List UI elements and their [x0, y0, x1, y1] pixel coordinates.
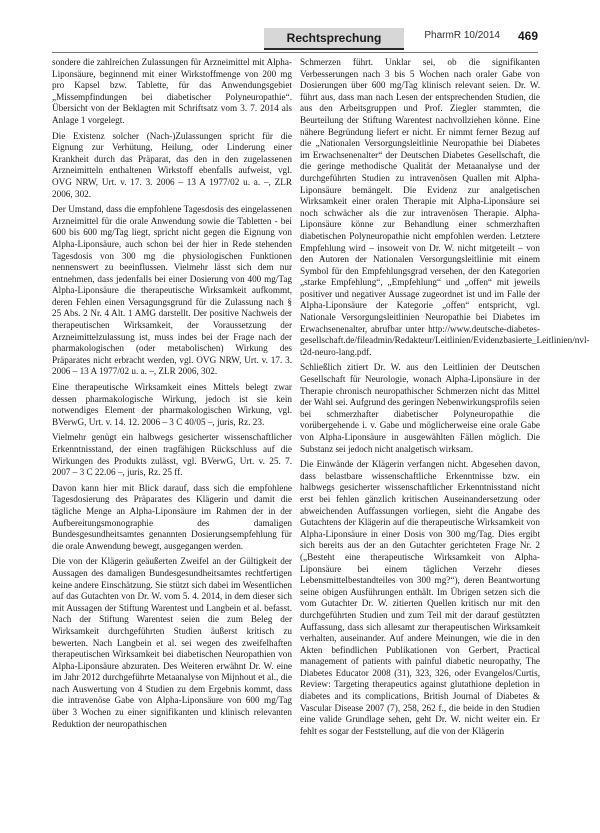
paragraph: Davon kann hier mit Blick darauf, dass sich die empfohlene Tagesdosierung des Präparates des Klägerin und damit die tägliche Menge an Alpha-Liponsäure im Rahmen der in der Aufbereitungsmonographie des damaligen Bundesgesundheitsamtes genannten Dosierungsempfehlung für die orale Anwendung bewegt, ausgegangen werden. [52, 482, 292, 551]
paragraph: Vielmehr genügt ein halbwegs gesicherter wissenschaftlicher Erkenntnisstand, der einen tragfähigen Rückschluss auf die Wirkungen des Produkts zulässt, vgl. BVerwG, Urt. v. 25. 7. 2007 – 3 C 22.06 –, juris, Rz. 25 ff. [52, 432, 292, 478]
journal-issue: PharmR 10/2014 [424, 30, 500, 41]
paragraph: Schmerzen führt. Unklar sei, ob die signifikanten Verbesserungen nach 3 bis 5 Wochen nach oraler Gabe von Dosierungen über 600 mg/Tag klinisch relevant seien. Dr. W. führt aus, dass man nach Lesen der entsprechenden Studien, die aus den Arbeitsgruppen und Prof. Ziegler stammten, die Beurteilung der Stiftung Warentest nachvollziehen könne. Eine nähere Begründung liefert er nicht. Er nimmt ferner Bezug auf die „Nationalen Versorgungsleitlinie Neuropathie bei Diabetes im Erwachsenenalter“ der Deutschen Diabetes Gesellschaft, die die geringe methodische Qualität der Metaanalyse und der durchgeführten Studien zu intravenösen Quallen mit Alpha-Liponsäure bemängelt. Die Evidenz zur analgetischen Wirksamkeit einer oralen Therapie mit Alpha-Liponsäure sei noch schwächer als die zur intravenösen Therapie. Alpha-Liponsäure könne zur Behandlung einer schmerzhaften diabetischen Polyneuropathie nicht empfohlen werden. Letztere Empfehlung wird – insoweit von Dr. W. nicht mitgeteilt – von den Autoren der Nationalen Versorgungsleitlinie mit einem Symbol für den Empfehlungsgrad versehen, der den Kategorien „starke Empfehlung“, „Empfehlung“ und „offen“ mit jeweils positiver und negativer Aussage zugeordnet ist und im Falle der Alpha-Liponsäure der Kategorie „offen“ entspricht, vgl. Nationale Versorgungsleitlinien Neuropathie bei Diabetes im Erwachsenenalter, abrufbar unter http://www.deutsche-diabetes-gesellschaft.de/fileadmin/Redakteur/Leitlinien/Evidenzbasierte_Leitlinien/nvl-t2d-neuro-lang.pdf. [300, 57, 590, 357]
paragraph: Schließlich zitiert Dr. W. aus den Leitlinien der Deutschen Gesellschaft für Neurologie, wonach Alpha-Liponsäure in der Therapie chronisch neuropathischer Schmerzen nicht das Mittel der Wahl sei. Aufgrund des geringen Nebenwirkungsprofils seien bei schmerzhafter diabetischer Polyneuropathie die vorübergehende i. v. Gabe und möglicherweise eine orale Gabe von Alpha-Liponsäure in ausgewählten Fällen möglich. Die Substanz sei jedoch nicht analgetisch wirksam. [300, 362, 540, 454]
paragraph: Die von der Klägerin geäußerten Zweifel an der Gültigkeit der Aussagen des damaligen Bundesgesundheitsamtes rechtfertigen keine andere Einschätzung. Sie stützt sich dabei im Wesentlichen auf das Gutachten von Dr. W. vom 5. 4. 2014, in dem dieser sich mit Aussagen der Stiftung Warentest und Langbein et al. befasst. Nach der Stiftung Warentest seien die zum Beleg der Wirksamkeit durchgeführten Studien äußerst kritisch zu bewerten. Nach Langbein et al. sei wegen des zweifelhaften therapeutischen Wirksamkeit bei diabetischen Neuropathien von Alpha-Liponsäure abzuraten. Des Weiteren erwähnt Dr. W. eine im Jahr 2012 durchgeführte Metaanalyse von Mijnhout et al., die nach Auswertung von 4 Studien zu dem Ergebnis kommt, dass die intravenöse Gabe von Alpha-Liponsäure von 600 mg/Tag über 3 Wochen zu einer signifikanten und klinisch relevanten Reduktion der neuropathischen [52, 556, 292, 729]
paragraph: Die Existenz solcher (Nach-)Zulassungen spricht für die Eignung zur Verhütung, Heilung, oder Linderung einer Krankheit durch das Präparat, das den in den zugelassenen Arzneimitteln enthaltenen Wirkstoff ebenfalls aufweist, vgl. OVG NRW, Urt. v. 17. 3. 2006 – 13 A 1977/02 u. a. –, ZLR 2006, 302. [52, 130, 292, 199]
paragraph: sondere die zahlreichen Zulassungen für Arzneimittel mit Alpha-Liponsäure, beginnend mit einer Wirkstoffmenge von 200 mg pro Kapsel bzw. Tablette, für das Anwendungsgebiet „Missempfindungen bei diabetischer Polyneuropathie“. Übersicht von der Beklagten mit Schriftsatz vom 3. 7. 2014 als Anlage 1 vorgelegt. [52, 57, 292, 125]
paragraph: Die Einwände der Klägerin verfangen nicht. Abgesehen davon, dass belastbare wissenschaftliche Erkenntnisse bzw. ein halbwegs gesicherter wissenschaftlicher Erkenntnisstand nicht erst bei fehlen gänzlich kritischen Auseinandersetzung oder abweichenden Auffassungen vorliegen, sieht die Angabe des Gutachtens der Klägerin auf die therapeutische Wirksamkeit von Alpha-Liponsäure in einer Dosis von 300 mg/Tag. Dies ergibt sich bereits aus der an den Gutachter gerichteten Frage Nr. 2 („Besteht eine therapeutische Wirksamkeit von Alpha-Liponsäure bei einem täglichen Verzehr dieses Lebensmittelbestandteiles von 300 mg?“), deren Beantwortung seine obigen Ausführungen enthält. Im Übrigen setzen sich die vom Gutachter Dr. W. zitierten Quellen kritisch nur mit den durchgeführten Studien und zum Teil mit der darauf gestützten Auffassung, dass sich allesamt zur therapeutischen Wirksamkeit verhalten, auseinander. Auf andere Meinungen, wie die in den Akten befindlichen Publikationen von Gerbert, Practical management of patients with painful diabetic neuropathy, The Diabetes Educator 2008 (31), 323, 326, oder Evangelos/Curtis, Review: Targeting therapeutics against glutathione depletion in diabetes and its complications, British Journal of Diabetes & Vascular Disease 2007 (7), 258, 262 f., die beide in den Studien eine valide Grundlage sehen, geht Dr. W. nicht weiter ein. Er fehlt es sogar der Feststellung, auf die von der Klägerin [300, 459, 540, 736]
left-column [52, 57, 292, 825]
section-title: Rechtsprechung [264, 28, 404, 50]
header-rule [52, 52, 538, 53]
paragraph: Eine therapeutische Wirksamkeit eines Mittels belegt zwar dessen pharmakologische Wirkung, jedoch ist sie kein notwendiges Element der pharmakologischen Wirkung, vgl. BVerwG, Urt. v. 14. 12. 2006 – 3 C 40/05 –, juris, Rz. 23. [52, 382, 292, 427]
page-number: 469 [517, 29, 538, 43]
right-column [300, 57, 590, 825]
paragraph: Der Umstand, dass die empfohlene Tagesdosis des eingelassenen Arzneimittel für die orale Anwendung sowie die Tabletten - bei 600 bis 600 mg/Tag liegt, spricht nicht gegen die Eignung von Alpha-Liponsäure, auch schon bei der hier in Rede stehenden Tagesdosis von 300 mg die physiologischen Funktionen nennenswert zu beeinflussen. Vielmehr lässt sich dem nur entnehmen, dass jedenfalls bei einer Dosierung von 400 mg/Tag Alpha-Liponsäure die therapeutische Wirksamkeit aufkommt, deren Fehlen einen Versagungsgrund für die Zulassung nach § 25 Abs. 2 Nr. 4 Alt. 1 AMG darstellt. Der positive Nachweis der therapeutischen Wirksamkeit, der Voraussetzung der Arzneimittelzulassung ist, muss indes bei der Frage nach der pharmakologischen (oder metabolischen) Wirkung des Präparates nicht erbracht werden, vgl. OVG NRW, Urt. v. 17. 3. 2006 – 13 A 1977/02 u. a. –, ZLR 2006, 302. [52, 204, 292, 377]
page-header [52, 28, 538, 50]
